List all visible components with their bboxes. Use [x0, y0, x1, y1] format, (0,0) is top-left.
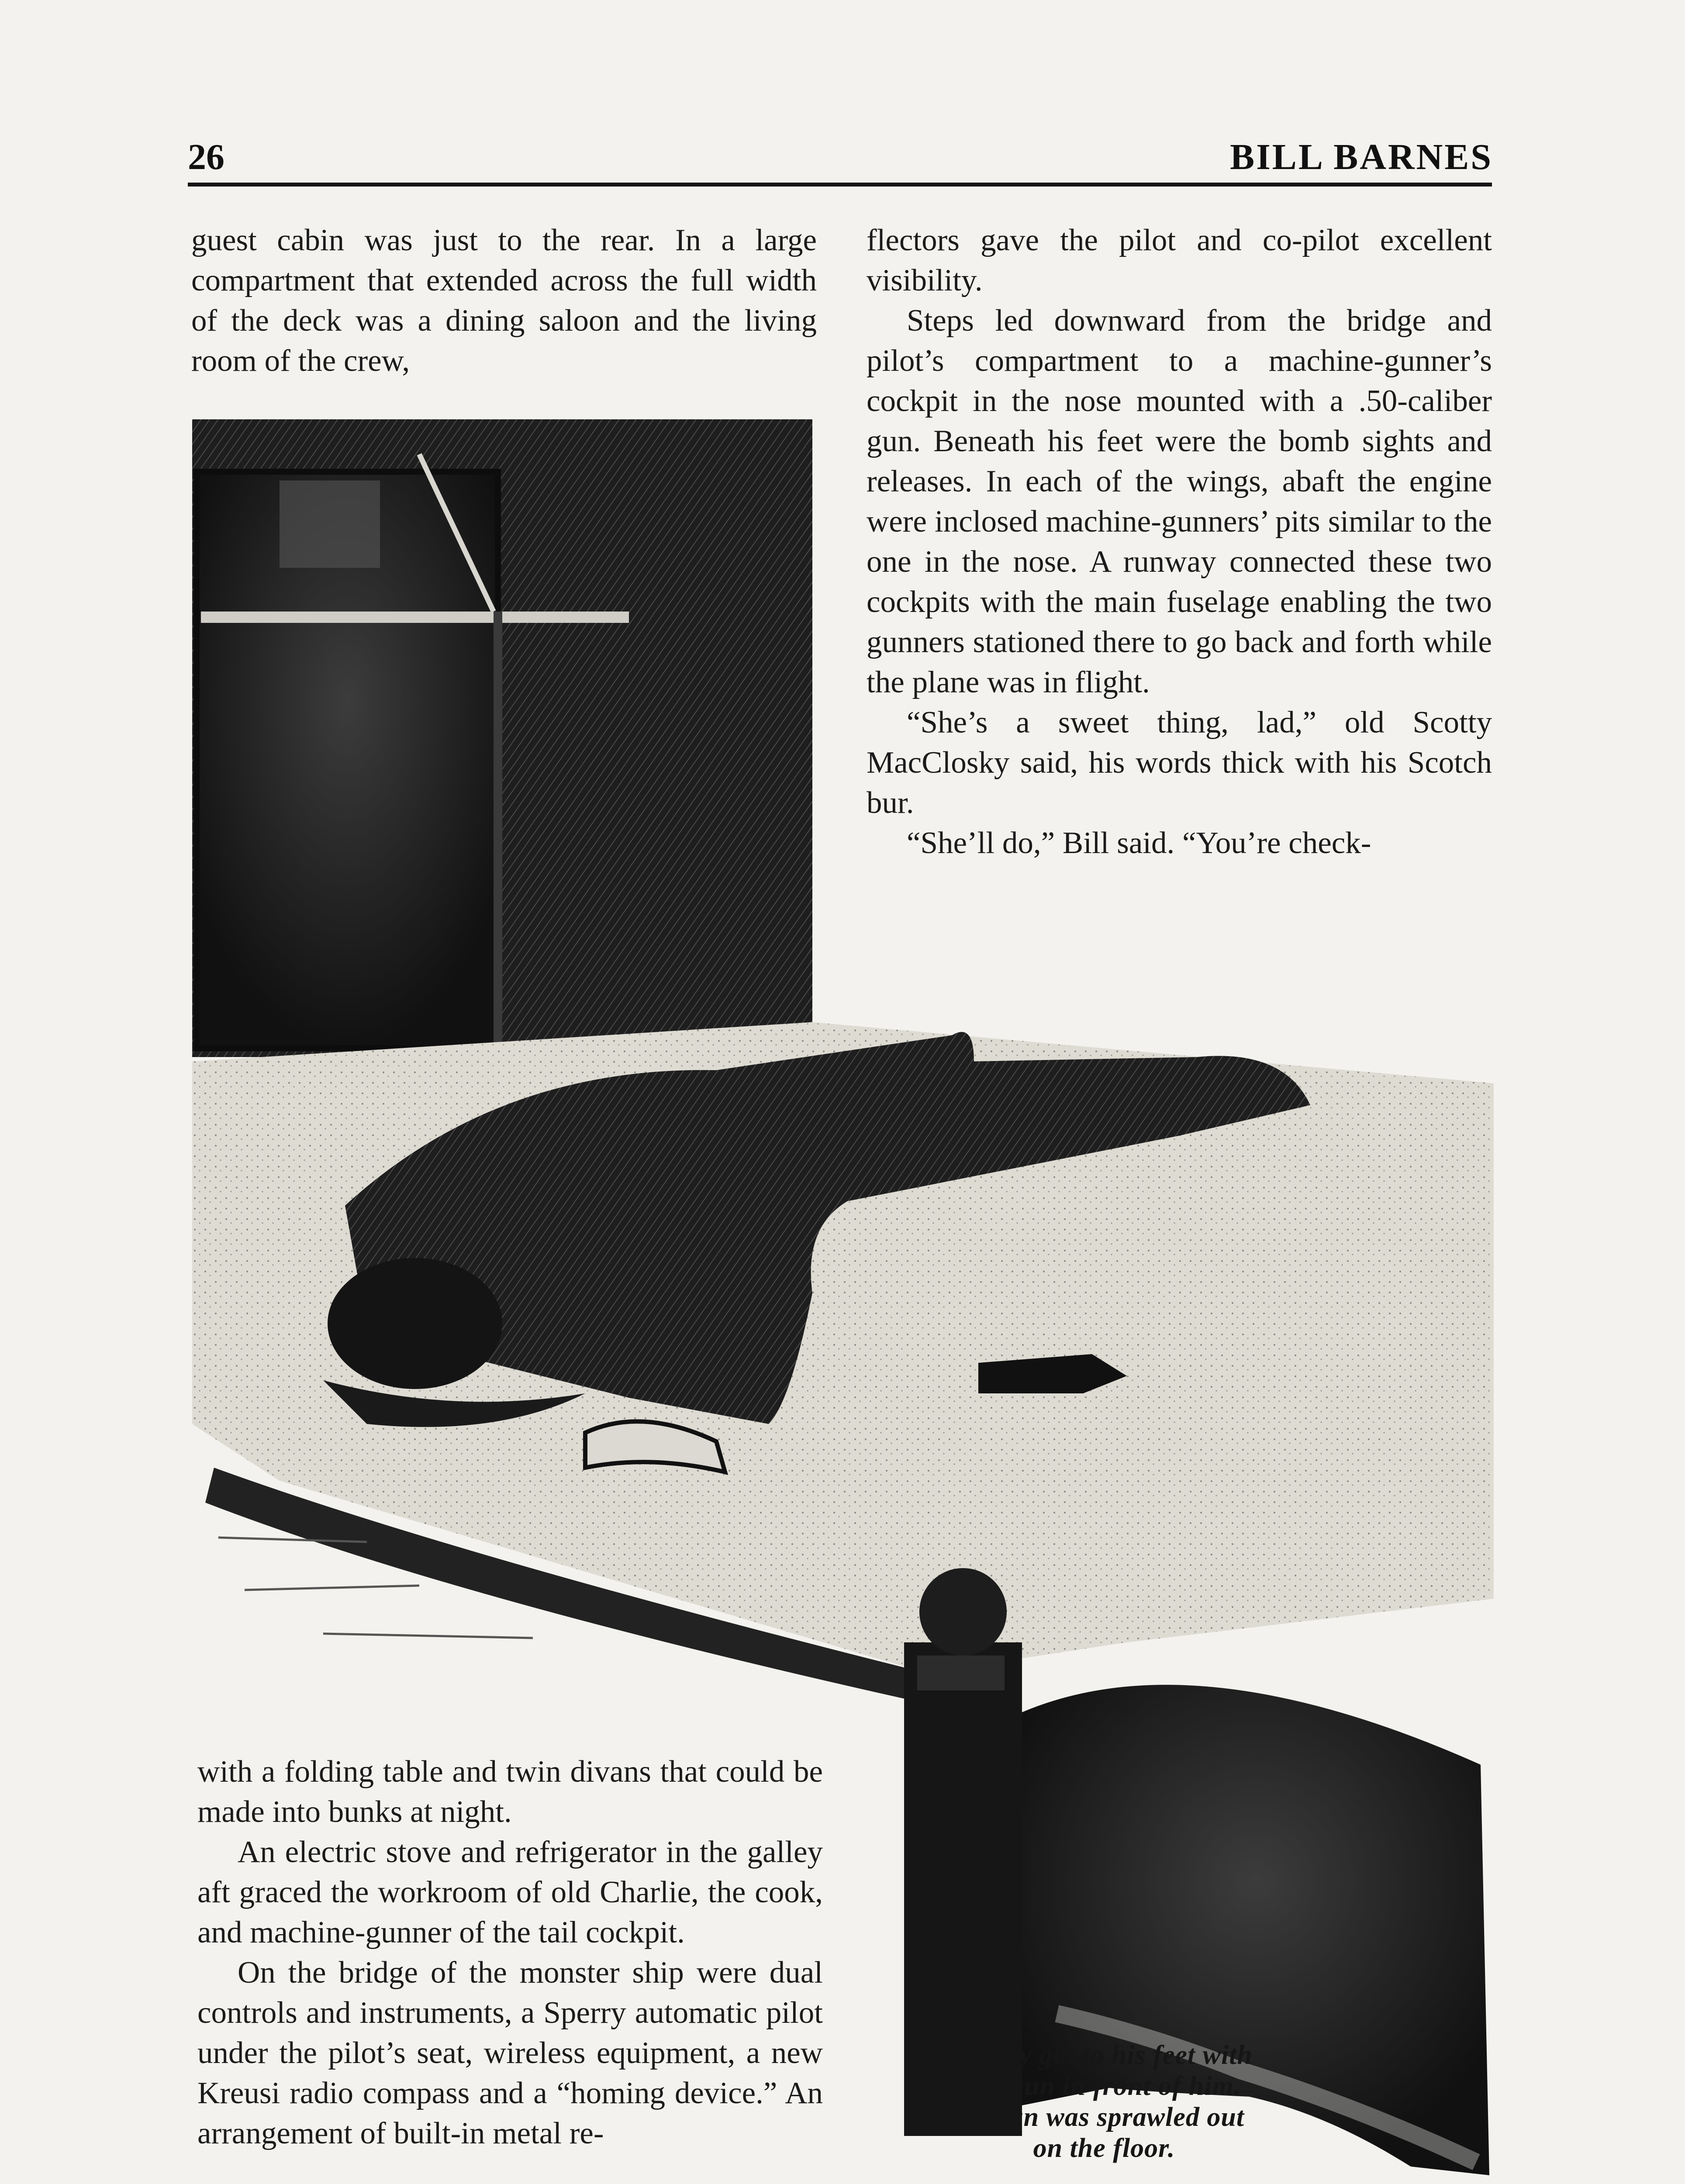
page-number: 26: [188, 137, 224, 177]
paragraph: flectors gave the pilot and co-pilot excellent visibility.: [867, 223, 1492, 297]
paragraph: guest cabin was just to the rear. In a large compartment that extended across the full width of the deck was a dining saloon and the living room of the crew,: [191, 223, 817, 378]
paragraph: “She’ll do,” Bill said. “You’re check-: [907, 826, 1371, 860]
paragraph: An electric stove and refrigerator in the galley aft graced the workroom of old Charlie, the cook, and machine-gunner of the tail cockpit.: [197, 1835, 823, 1949]
paragraph: with a folding table and twin divans that could be made into bunks at night.: [197, 1755, 823, 1829]
left-column-top: [191, 220, 817, 381]
caption-line: the gun in front of him.: [967, 2071, 1241, 2101]
caption-line: A man was sprawled out: [963, 2102, 1245, 2132]
paragraph: “She’s a sweet thing, lad,” old Scotty MacClosky said, his words thick with his Scotch bur.: [867, 705, 1492, 820]
running-title: BILL BARNES: [1230, 137, 1493, 177]
caption-line: Shorty got to his feet with: [956, 2040, 1253, 2070]
paragraph: Steps led downward from the bridge and pilot’s compartment to a machine-gunner’s cockpit in the nose mounted with a .50-caliber gun. Beneath his feet were the bomb sights and releases. In each of the wings, abaft the engine were inclosed machine-gunners’ pits similar to the one in the nose. A runway connected these two cockpits with the main fuselage enabling the two gunners stationed there to go back and forth while the plane was in flight.: [867, 304, 1492, 699]
paragraph: On the bridge of the monster ship were dual controls and instruments, a Sperry automatic pilot under the pilot’s seat, wireless equipment, a new Kreusi radio compass and a “homing device.” An arrangement of built-in metal re-: [197, 1956, 823, 2150]
left-column-bottom: [197, 1752, 823, 2153]
header-rule: [188, 183, 1492, 187]
caption-line: on the floor.: [1033, 2133, 1175, 2163]
illustration-caption: [903, 2040, 1305, 2164]
